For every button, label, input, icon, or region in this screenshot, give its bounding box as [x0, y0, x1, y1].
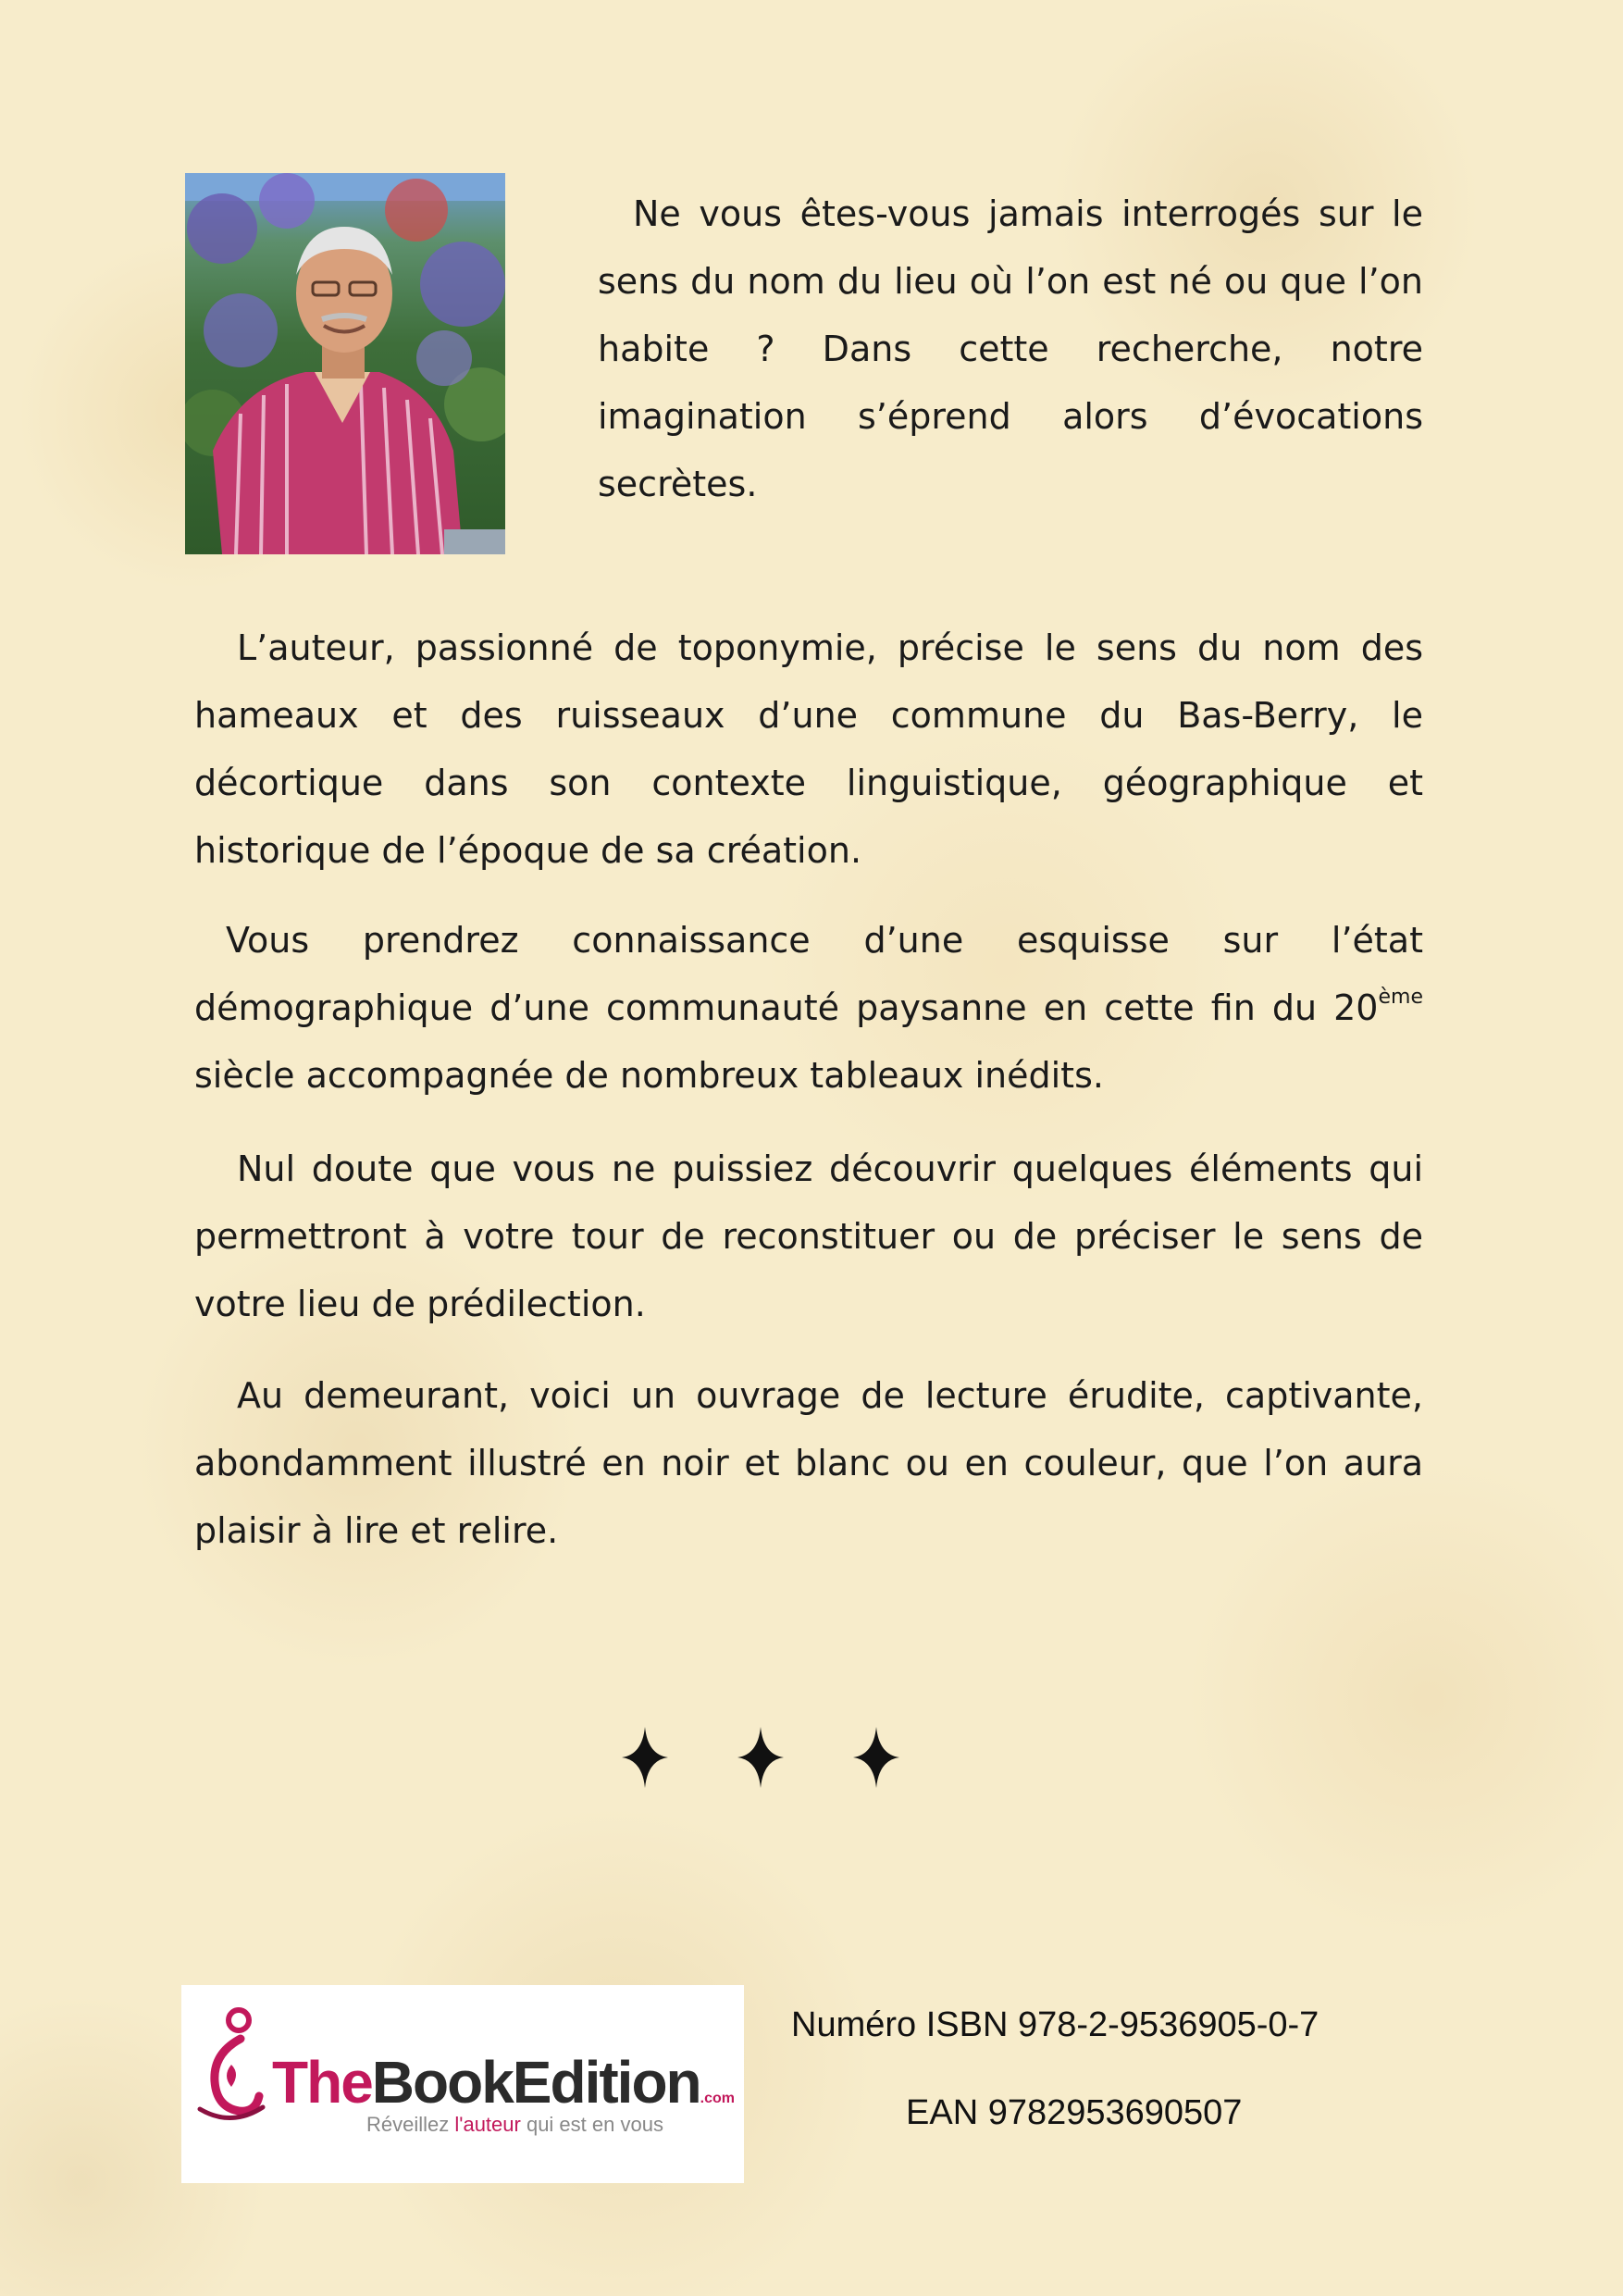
four-point-star-icon	[737, 1727, 784, 1788]
publisher-person-icon	[194, 2007, 268, 2128]
paragraph-2-text-start: Vous prendrez connaissance d’une esquisse sur l’état démographique d’une communauté paysanne en cette fin du 20	[194, 920, 1423, 1028]
description-paragraph-4: Au demeurant, voici un ouvrage de lecture érudite, captivante, abondamment illustré en noir et blanc ou en couleur, que l’on aura plaisir à lire et relire.	[194, 1375, 1423, 1551]
four-point-star-icon	[853, 1727, 899, 1788]
brand-suffix: .com	[700, 2091, 735, 2106]
ordinal-superscript: ème	[1378, 986, 1423, 1009]
intro-paragraph: Ne vous êtes-vous jamais interrogés sur le sens du nom du lieu où l’on est né ou que l’on habite ? Dans cette recherche, notre imagination s’éprend alors d’évocations secrètes.	[598, 193, 1423, 504]
description-paragraph-1: L’auteur, passionné de toponymie, précise le sens du nom des hameaux et des ruisseaux d’une commune du Bas-Berry, le décortique dans son contexte linguistique, géographique et historique de l’époque de sa création.	[194, 627, 1423, 871]
author-photo	[185, 173, 505, 554]
tagline-end: qui est en vous	[520, 2113, 663, 2136]
brand-part-2: BookEdition	[371, 2049, 700, 2116]
isbn-number: Numéro ISBN 978-2-9536905-0-7	[791, 2005, 1319, 2044]
author-portrait-icon	[185, 173, 505, 554]
paragraph-2-text-end: siècle accompagnée de nombreux tableaux inédits.	[194, 1055, 1104, 1096]
description-paragraph-2	[194, 907, 1423, 1110]
ornament-divider	[622, 1727, 899, 1788]
tagline-highlight: l'auteur	[454, 2113, 521, 2136]
tagline-start: Réveillez	[366, 2113, 455, 2136]
ean-number: EAN 9782953690507	[906, 2093, 1243, 2132]
publisher-tagline	[366, 2113, 663, 2137]
publisher-logo	[181, 1985, 744, 2183]
four-point-star-icon	[622, 1727, 668, 1788]
brand-part-1: The	[272, 2049, 372, 2116]
description-paragraph-3: Nul doute que vous ne puissiez découvrir quelques éléments qui permettront à votre tour de reconstituer ou de préciser le sens de votre lieu de prédilection.	[194, 1148, 1423, 1324]
